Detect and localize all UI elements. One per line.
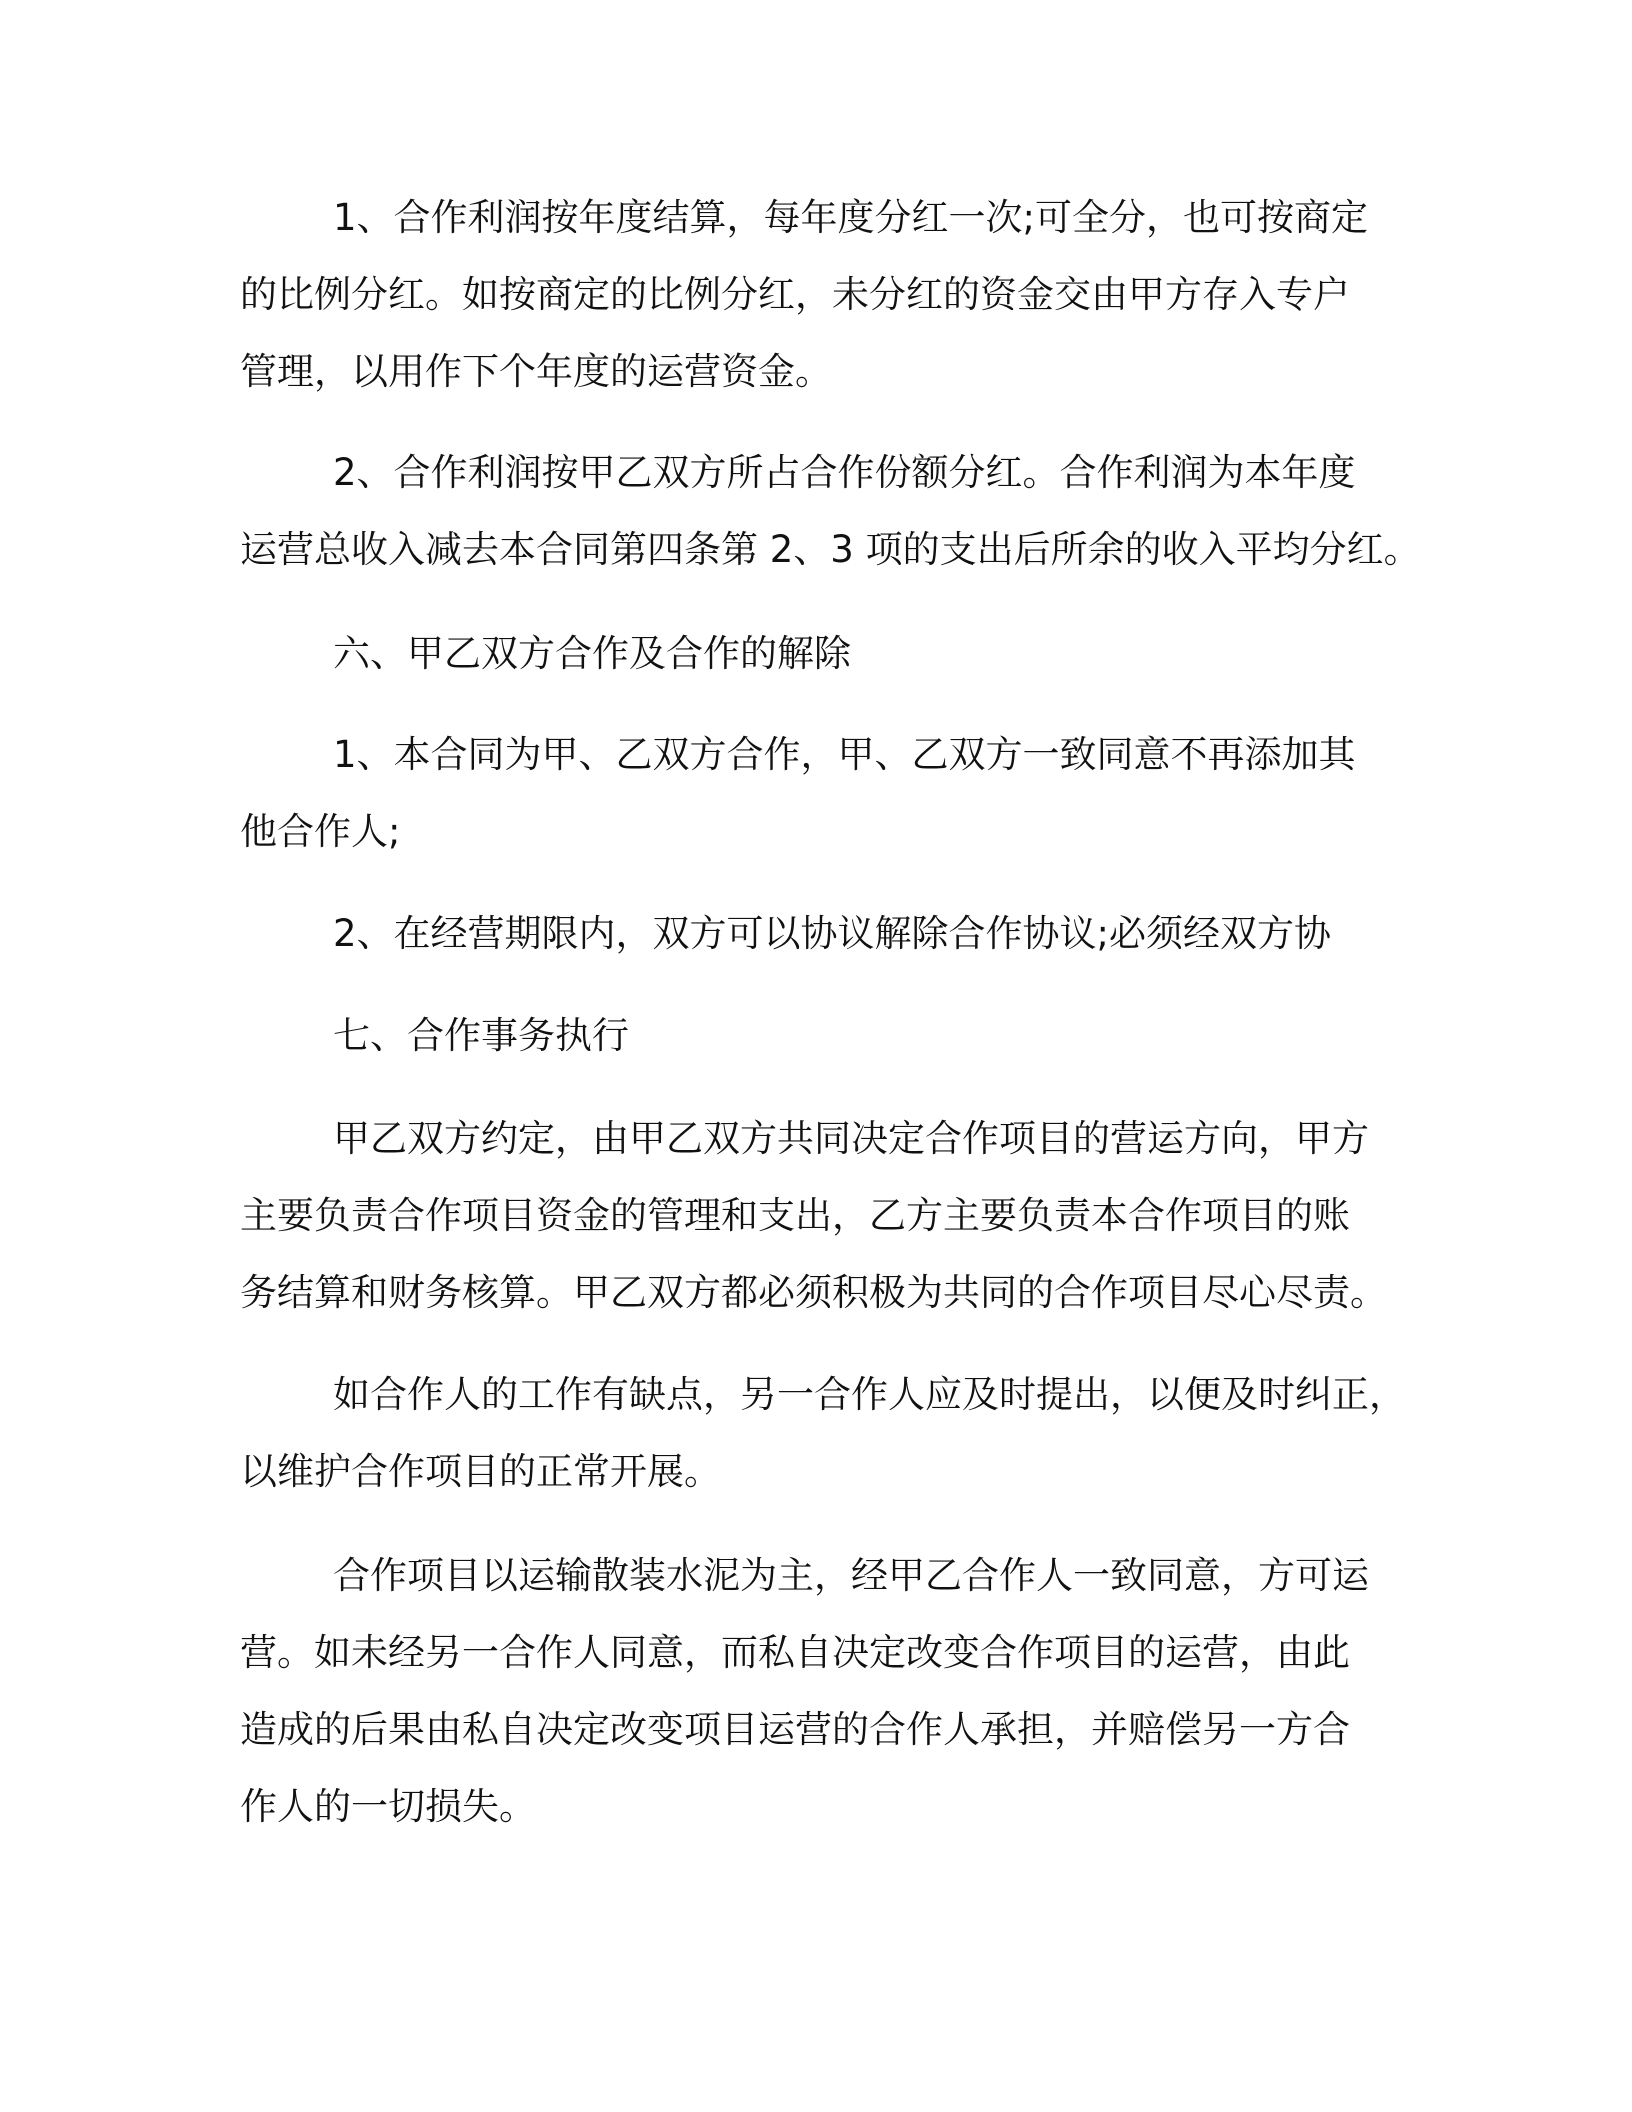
text-line: 务结算和财务核算。甲乙双方都必须积极为共同的合作项目尽心尽责。 <box>240 1271 1387 1314</box>
text-line: 的比例分红。如按商定的比例分红，未分红的资金交由甲方存入专户 <box>240 273 1350 316</box>
text-line: 造成的后果由私自决定改变项目运营的合作人承担，并赔偿另一方合 <box>240 1708 1350 1751</box>
text-line: 2、在经营期限内，双方可以协议解除合作协议;必须经双方协 <box>333 912 1332 955</box>
text-line: 他合作人; <box>240 810 401 853</box>
text-line: 合作项目以运输散装水泥为主，经甲乙合作人一致同意，方可运 <box>333 1554 1369 1597</box>
section-heading: 七、合作事务执行 <box>333 1014 629 1057</box>
text-line: 2、合作利润按甲乙双方所占合作份额分红。合作利润为本年度 <box>333 451 1356 494</box>
text-line: 主要负责合作项目资金的管理和支出，乙方主要负责本合作项目的账 <box>240 1194 1350 1237</box>
text-line: 作人的一切损失。 <box>240 1785 536 1828</box>
text-line: 1、合作利润按年度结算，每年度分红一次;可全分，也可按商定 <box>333 196 1369 239</box>
section-heading: 六、甲乙双方合作及合作的解除 <box>333 632 851 675</box>
text-line: 管理，以用作下个年度的运营资金。 <box>240 350 832 393</box>
text-line: 以维护合作项目的正常开展。 <box>240 1450 721 1493</box>
text-line: 营。如未经另一合作人同意，而私自决定改变合作项目的运营，由此 <box>240 1631 1350 1674</box>
text-line: 甲乙双方约定，由甲乙双方共同决定合作项目的营运方向，甲方 <box>333 1117 1369 1160</box>
text-line: 运营总收入减去本合同第四条第 2、3 项的支出后所余的收入平均分红。 <box>240 528 1421 571</box>
text-line: 1、本合同为甲、乙双方合作，甲、乙双方一致同意不再添加其 <box>333 733 1356 776</box>
text-line: 如合作人的工作有缺点，另一合作人应及时提出，以便及时纠正， <box>333 1373 1406 1416</box>
